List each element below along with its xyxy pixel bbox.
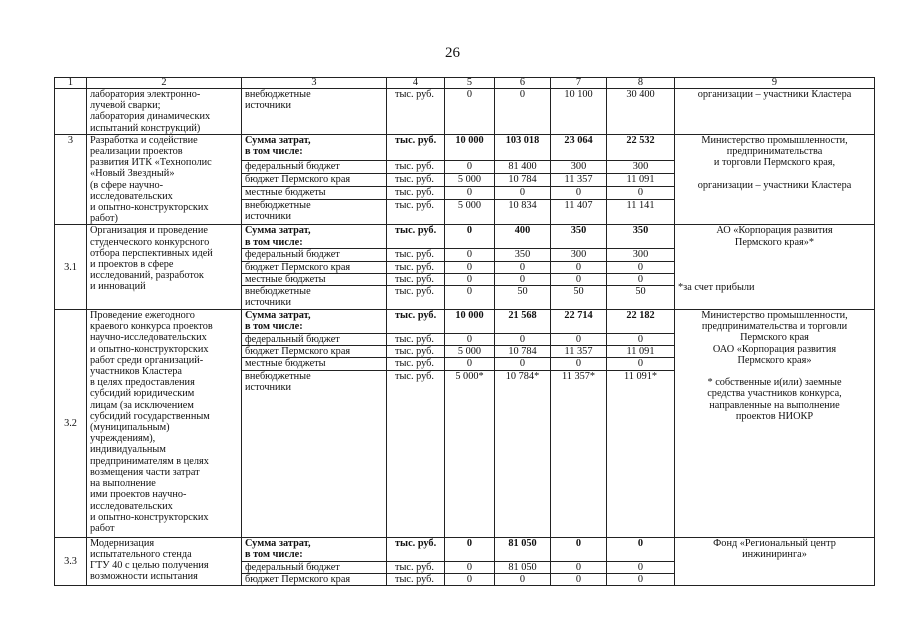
funding-source: бюджет Пермского края [242,573,387,585]
value-col6: 81 400 [495,160,551,173]
responsible-org-text: Министерство промышленности, предпринимательства и торговли Пермского края, организации – участники Кластера [697,134,852,191]
column-header: 8 [607,78,675,89]
unit: тыс. руб. [387,370,445,537]
responsible-org: организации – участники Кластера [675,89,875,135]
value-col7: 0 [551,561,607,573]
unit: тыс. руб. [387,334,445,346]
table-row [55,310,875,334]
funding-source: местные бюджеты [242,273,387,285]
value-col7: 11 357 [551,346,607,358]
funding-source: бюджет Пермского края [242,173,387,186]
column-header: 6 [495,78,551,89]
value-col8: 350 [607,225,675,249]
value-col8: 0 [607,561,675,573]
footnote-text: *за счет прибыли [678,281,755,293]
value-col7: 22 714 [551,310,607,334]
value-col8: 30 400 [607,89,675,135]
value-col8: 11 091 [607,173,675,186]
unit: тыс. руб. [387,186,445,199]
funding-source: федеральный бюджет [242,334,387,346]
value-col8: 300 [607,249,675,261]
row-number: 3 [55,134,87,225]
value-col7: 350 [551,225,607,249]
value-col6: 400 [495,225,551,249]
value-col8: 0 [607,186,675,199]
value-col5: 0 [445,537,495,561]
funding-source: федеральный бюджет [242,561,387,573]
row-number: 3.3 [55,537,87,585]
value-col8: 0 [607,573,675,585]
value-col7: 50 [551,286,607,310]
funding-source: федеральный бюджет [242,160,387,173]
value-col5: 0 [445,573,495,585]
responsible-org [675,225,875,310]
value-col6: 10 784* [495,370,551,537]
value-col7: 0 [551,261,607,273]
unit: тыс. руб. [387,573,445,585]
value-col6: 10 784 [495,173,551,186]
funding-source: Сумма затрат, в том числе: [242,134,387,160]
value-col7: 23 064 [551,134,607,160]
unit: тыс. руб. [387,249,445,261]
value-col6: 0 [495,334,551,346]
value-col5: 0 [445,249,495,261]
value-col7: 11 357* [551,370,607,537]
column-header: 9 [675,78,875,89]
responsible-org [675,310,875,538]
value-col6: 0 [495,273,551,285]
value-col8: 0 [607,358,675,370]
table-row [55,134,875,160]
table-row-continued [55,89,875,135]
funding-source: местные бюджеты [242,186,387,199]
value-col6: 50 [495,286,551,310]
value-col5: 0 [445,186,495,199]
responsible-org-text: Министерство промышленности, предпринимательства и торговли Пермского края ОАО «Корпорация развития Пермского края» * собственные и(или) заемные средства участников конкурса, направленные на выполнение проектов НИОКР [701,310,848,422]
value-col7: 300 [551,249,607,261]
funding-source: федеральный бюджет [242,249,387,261]
unit: тыс. руб. [387,537,445,561]
value-col7: 11 407 [551,199,607,225]
value-col5: 5 000 [445,173,495,186]
activity-name: лаборатория электронно- лучевой сварки; лаборатория динамических испытаний конструкций) [87,89,242,135]
funding-source: внебюджетные источники [242,370,387,537]
unit: тыс. руб. [387,273,445,285]
value-col8: 22 182 [607,310,675,334]
responsible-org-text: АО «Корпорация развития Пермского края»* [716,225,833,248]
value-col8: 0 [607,261,675,273]
unit: тыс. руб. [387,310,445,334]
value-col7: 0 [551,334,607,346]
value-col6: 81 050 [495,561,551,573]
value-col5: 0 [445,89,495,135]
row-number: 3.1 [55,225,87,310]
value-col6: 0 [495,358,551,370]
value-col8: 11 091 [607,346,675,358]
value-col7: 10 100 [551,89,607,135]
value-col8: 22 532 [607,134,675,160]
value-col5: 0 [445,160,495,173]
funding-source: местные бюджеты [242,358,387,370]
funding-source: Сумма затрат, в том числе: [242,310,387,334]
value-col6: 350 [495,249,551,261]
program-activities-table [54,77,875,586]
value-col6: 81 050 [495,537,551,561]
table-row [55,225,875,249]
value-col8: 11 091* [607,370,675,537]
funding-source: внебюджетные источники [242,199,387,225]
column-header: 4 [387,78,445,89]
unit: тыс. руб. [387,561,445,573]
value-col5: 0 [445,334,495,346]
value-col8: 50 [607,286,675,310]
value-col5: 5 000 [445,346,495,358]
table-row [55,537,875,561]
column-header: 7 [551,78,607,89]
value-col7: 0 [551,358,607,370]
value-col5: 10 000 [445,310,495,334]
unit: тыс. руб. [387,358,445,370]
value-col5: 10 000 [445,134,495,160]
value-col5: 0 [445,561,495,573]
unit: тыс. руб. [387,199,445,225]
value-col6: 10 834 [495,199,551,225]
value-col7: 11 357 [551,173,607,186]
value-col5: 0 [445,273,495,285]
unit: тыс. руб. [387,89,445,135]
funding-source: внебюджетные источники [242,286,387,310]
unit: тыс. руб. [387,346,445,358]
funding-source: бюджет Пермского края [242,261,387,273]
funding-source: Сумма затрат, в том числе: [242,225,387,249]
unit: тыс. руб. [387,134,445,160]
value-col5: 0 [445,286,495,310]
value-col5: 5 000 [445,199,495,225]
activity-name: Проведение ежегодного краевого конкурса проектов научно-исследовательских и опытно-конструкторских работ среди организаций- участников Кластера в целях предоставления субсидий юридическим лицам (за исключением субсидий государственным (муниципальным) учреждениям), индивидуальным предпринимателям в целях возмещения части затрат на выполнение ими проектов научно- исследовательских и опытно-конструкторских работ [87,310,242,538]
value-col8: 300 [607,160,675,173]
value-col5: 5 000* [445,370,495,537]
column-header-row [55,78,875,89]
row-number: 3.2 [55,310,87,538]
value-col8: 0 [607,537,675,561]
responsible-org-text: Фонд «Региональный центр инжиниринга» [713,537,836,560]
activity-name: Разработка и содействие реализации проектов развития ИТК «Технополис «Новый Звездный» (в сфере научно- исследовательских и опытно-конструкторских работ) [87,134,242,225]
unit: тыс. руб. [387,173,445,186]
value-col6: 10 784 [495,346,551,358]
value-col7: 0 [551,273,607,285]
value-col6: 0 [495,573,551,585]
responsible-org [675,134,875,225]
unit: тыс. руб. [387,160,445,173]
value-col6: 0 [495,89,551,135]
column-header: 1 [55,78,87,89]
funding-source: внебюджетные источники [242,89,387,135]
value-col6: 21 568 [495,310,551,334]
column-header: 2 [87,78,242,89]
column-header: 3 [242,78,387,89]
unit: тыс. руб. [387,225,445,249]
funding-source: бюджет Пермского края [242,346,387,358]
value-col6: 0 [495,186,551,199]
column-header: 5 [445,78,495,89]
row-number [55,89,87,135]
value-col7: 300 [551,160,607,173]
activity-name: Модернизация испытательного стенда ГТУ 40 с целью получения возможности испытания [87,537,242,585]
value-col8: 11 141 [607,199,675,225]
unit: тыс. руб. [387,261,445,273]
value-col5: 0 [445,261,495,273]
value-col7: 0 [551,186,607,199]
value-col7: 0 [551,573,607,585]
value-col6: 103 018 [495,134,551,160]
value-col5: 0 [445,225,495,249]
page-number: 26 [445,45,460,61]
value-col6: 0 [495,261,551,273]
value-col8: 0 [607,273,675,285]
unit: тыс. руб. [387,286,445,310]
value-col5: 0 [445,358,495,370]
value-col7: 0 [551,537,607,561]
responsible-org [675,537,875,585]
value-col8: 0 [607,334,675,346]
activity-name: Организация и проведение студенческого конкурсного отбора перспективных идей и проектов в сфере исследований, разработок и инноваций [87,225,242,310]
funding-source: Сумма затрат, в том числе: [242,537,387,561]
